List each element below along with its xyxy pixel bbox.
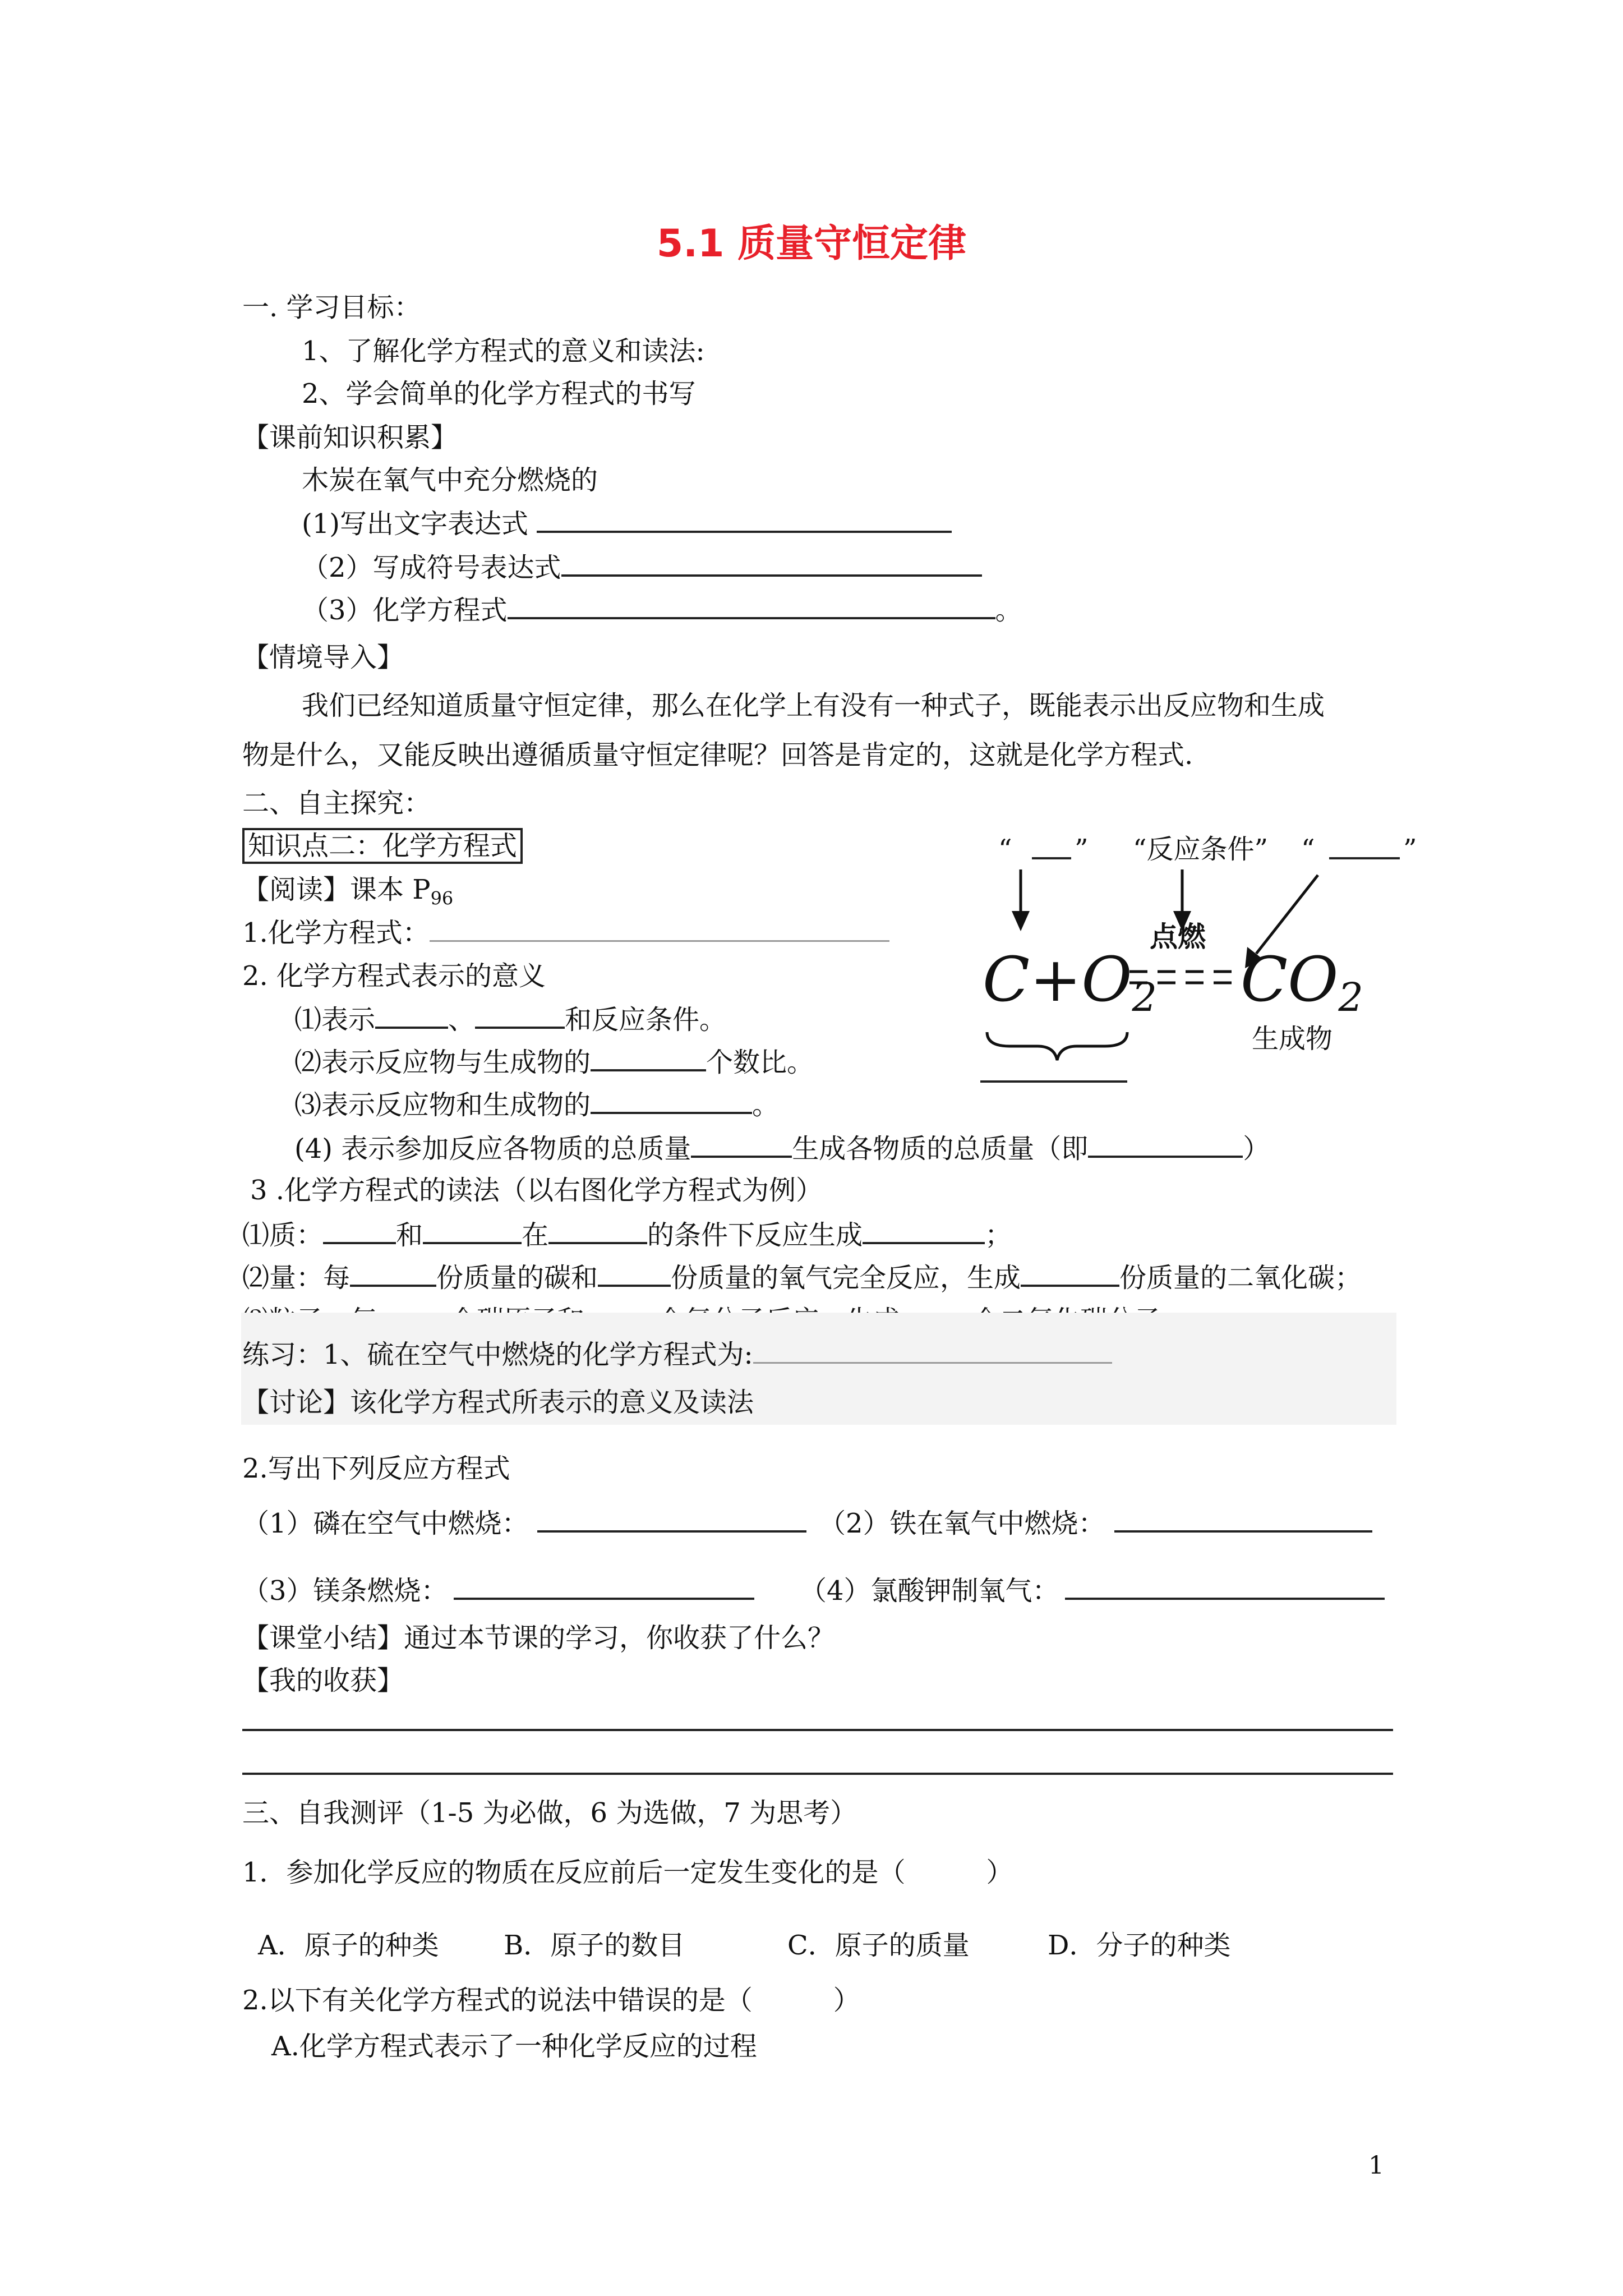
r1-blank-2[interactable] — [423, 1217, 522, 1244]
question-2: 2.以下有关化学方程式的说法中错误的是（ ） — [242, 1985, 860, 2016]
equals-sign — [1127, 966, 1245, 988]
scenario-line-1: 我们已经知道质量守恒定律，那么在化学上有没有一种式子，既能表示出反应物和生成 — [302, 690, 1325, 721]
definition-blank[interactable] — [430, 915, 889, 942]
prior-blank-1[interactable] — [537, 506, 952, 533]
r2-blank-1[interactable] — [350, 1260, 436, 1287]
q1-option-b[interactable]: B．原子的数目 — [504, 1930, 685, 1961]
r1-blank-3[interactable] — [548, 1217, 647, 1244]
reactant-blank[interactable] — [980, 1080, 1127, 1083]
page-title: 5.1 质量守恒定律 — [656, 222, 967, 266]
meaning-3: ⑶表示反应物和生成物的 。 — [294, 1087, 779, 1122]
quote-open-2: “ — [1301, 834, 1315, 865]
prior-intro: 木炭在氧气中充分燃烧的 — [302, 464, 598, 496]
practice-2-blank-3[interactable] — [454, 1573, 754, 1600]
reading-heading: 3 .化学方程式的读法（以右图化学方程式为例） — [250, 1175, 823, 1206]
reaction-condition: 点燃 — [1150, 921, 1206, 953]
practice-2-item-1: （1）磷在空气中燃烧： — [242, 1506, 806, 1540]
meaning-4: (4) 表示参加反应各物质的总质量 生成各物质的总质量（即 ） — [294, 1131, 1270, 1166]
q1-option-a[interactable]: A．原子的种类 — [258, 1930, 439, 1961]
prior-item-3: （3）化学方程式 。 — [302, 592, 1022, 627]
prior-item-1: (1)写出文字表达式 — [302, 506, 952, 541]
meaning-2: ⑵表示反应物与生成物的 个数比。 — [294, 1045, 814, 1079]
practice-2-item-3: （3）镁条燃烧： — [242, 1573, 754, 1608]
section1-heading: 一. 学习目标： — [242, 292, 421, 323]
quote-close-2: ” — [1403, 834, 1417, 865]
scenario-line-2: 物是什么，又能反映出遵循质量守恒定律呢？回答是肯定的，这就是化学方程式. — [242, 739, 1193, 771]
discussion: 【讨论】该化学方程式所表示的意义及读法 — [242, 1387, 754, 1418]
gain-heading: 【我的收获】 — [242, 1665, 404, 1696]
prior-blank-3[interactable] — [508, 592, 995, 619]
r1-blank-4[interactable] — [863, 1217, 985, 1244]
practice-2-item-2: （2）铁在氧气中燃烧： — [819, 1506, 1372, 1540]
section2-heading: 二、自主探究： — [242, 788, 431, 819]
product-label: 生成物 — [1252, 1023, 1333, 1055]
meaning-4-blank-b[interactable] — [1088, 1131, 1243, 1158]
goal-1: 1、了解化学方程式的意义和读法: — [302, 335, 705, 367]
summary-heading: 【课堂小结】通过本节课的学习，你收获了什么？ — [242, 1622, 835, 1654]
r2-blank-2[interactable] — [598, 1260, 671, 1287]
practice-2-blank-2[interactable] — [1114, 1506, 1372, 1533]
q1-option-c[interactable]: C．原子的质量 — [787, 1930, 970, 1961]
product-formula: $CO_2$ — [1241, 944, 1363, 1020]
chemical-equation: $C+O_2$ — [983, 944, 1158, 1020]
reading-quantity: ⑵量：每 份质量的碳和 份质量的氧气完全反应，生成 份质量的二氧化碳； — [242, 1260, 1362, 1295]
r1-blank-1[interactable] — [323, 1217, 396, 1244]
practice-1-blank[interactable] — [753, 1337, 1112, 1364]
definition-line: 1.化学方程式： — [242, 915, 889, 950]
read-line: 【阅读】课本 $P_{96}$ — [242, 874, 454, 909]
prior-blank-2[interactable] — [561, 550, 982, 577]
practice-2-blank-4[interactable] — [1065, 1573, 1385, 1600]
q2-option-a[interactable]: A.化学方程式表示了一种化学反应的过程 — [271, 2031, 757, 2062]
q1-option-d[interactable]: D．分子的种类 — [1048, 1930, 1231, 1961]
meaning-heading: 2. 化学方程式表示的意义 — [242, 960, 546, 992]
question-1: 1．参加化学反应的物质在反应前后一定发生变化的是（ ） — [242, 1857, 1013, 1888]
gain-line-2[interactable] — [242, 1773, 1393, 1775]
practice-2-item-4: （4）氯酸钾制氧气： — [800, 1573, 1385, 1608]
quote-close-1: ” — [1075, 834, 1089, 865]
gain-line-1[interactable] — [242, 1729, 1393, 1731]
prior-item-2: （2）写成符号表达式 — [302, 550, 982, 585]
reading-quality: ⑴质： 和 在 的条件下反应生成 ； — [242, 1217, 1012, 1252]
goal-2: 2、学会简单的化学方程式的书写 — [302, 378, 696, 409]
practice-2-blank-1[interactable] — [537, 1506, 806, 1533]
meaning-1-blank-a[interactable] — [375, 1002, 448, 1029]
meaning-1-blank-b[interactable] — [475, 1002, 565, 1029]
meaning-2-blank[interactable] — [591, 1045, 706, 1071]
read-page: 96 — [430, 887, 454, 909]
r2-blank-3[interactable] — [1021, 1260, 1119, 1287]
practice-2-heading: 2.写出下列反应方程式 — [242, 1453, 510, 1484]
section3-heading: 三、自我测评（1-5 为必做，6 为选做，7 为思考） — [242, 1797, 857, 1829]
prior-heading: 【课前知识积累】 — [242, 422, 458, 453]
practice-1: 练习：1、硫在空气中燃烧的化学方程式为: — [242, 1337, 1112, 1372]
quote-open-1: “ — [998, 834, 1012, 865]
label-condition: “反应条件” — [1133, 834, 1269, 865]
knowledge-box: 知识点二：化学方程式 — [242, 829, 523, 863]
meaning-4-blank-a[interactable] — [691, 1131, 792, 1158]
scenario-heading: 【情境导入】 — [242, 642, 404, 673]
page-number: 1 — [1368, 2151, 1384, 2180]
meaning-3-blank[interactable] — [591, 1087, 752, 1114]
meaning-1: ⑴表示 、 和反应条件。 — [294, 1002, 726, 1037]
